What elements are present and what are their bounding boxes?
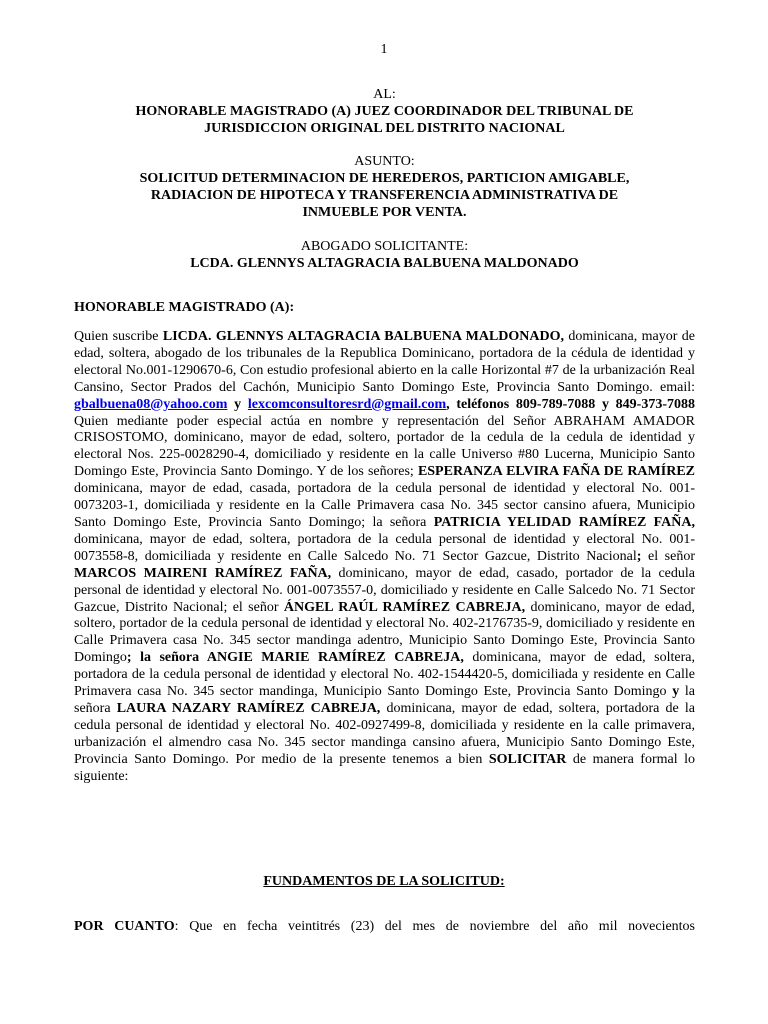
body-bold: y [672,684,680,700]
phone-numbers: , teléfonos 809-789-7088 y 849-373-7088 [446,396,695,412]
first-point-text: : Que en fecha veintitrés (23) del mes de noviembre del año mil novecientos [174,919,696,934]
body-text: dominicano, mayor de edad, soltero, portador de la cedula personal de identidad y electoral No. 402-2176735-9, domiciliado y residente en Calle Primavera casa No. 345 sector mandinga adentro, Municipio Santo Domingo Este, Provincia Santo Domingo [74,599,695,666]
subject-line-1: SOLICITUD DETERMINACION DE HEREDEROS, PARTICION AMIGABLE, [139,171,630,186]
body-text: dominicana, mayor de edad, casada, portadora de la cedula personal de identidad y electoral No. 001-0073203-1, domiciliada y residente en la Calle Primavera casa No. 345 sector cansino afuera, Municipio Santo Domingo Este, Provincia Santo Domingo; la señora [74,481,695,530]
body-paragraph [74,329,695,785]
lawyer-block [74,238,695,272]
body-text: la señora [74,684,696,716]
body-text: dominicana, mayor de edad, soltera, portadora de la cedula personal de identidad y electoral No. 402-0927499-8, domiciliada y residente en la calle primavera, urbanización el almendro casa No. 345 sector mandinga cansino afuera, Municipio Santo Domingo Este, Provincia Santo Domingo. Por medio de la presente tenemos a bien [74,700,695,767]
body-text: de manera formal lo siguiente: [74,751,695,784]
email-link-yahoo[interactable]: gbalbuena08@yahoo.com [74,396,228,412]
page-number: 1 [380,42,388,57]
party-name: ÁNGEL RAÚL RAMÍREZ CABREJA, [283,599,526,615]
section-title: FUNDAMENTOS DE LA SOLICITUD: [263,874,505,889]
subject-block [74,153,695,221]
subject-line-2: RADIACION DE HIPOTECA Y TRANSFERENCIA ADMINISTRATIVA DE [150,188,619,203]
lawyer-label: ABOGADO SOLICITANTE: [300,239,469,254]
addressee-line-1: HONORABLE MAGISTRADO (A) JUEZ COORDINADOR DEL TRIBUNAL DE [135,104,634,119]
salutation: HONORABLE MAGISTRADO (A): [74,300,295,315]
party-name: LAURA NAZARY RAMÍREZ CABREJA, [116,700,381,716]
party-name: ESPERANZA ELVIRA FAÑA DE RAMÍREZ [417,464,695,480]
addressee-line-2: JURISDICCION ORIGINAL DEL DISTRITO NACIONAL [204,121,565,136]
subject-line-3: INMUEBLE POR VENTA. [302,205,467,220]
request-keyword: SOLICITAR [488,751,567,767]
body-text: dominicana, mayor de edad, soltera, abogado de los tribunales de la Republica Dominicano, portadora de la cédula de identidad y electoral No.001-1290670-6, Con estudio profesional abierto en la calle Horizontal #7 de la urbanización Real Cansino, Sector Prados del Cachón, Municipio Santo Domingo Este, Provincia Santo Domingo. email: [74,329,695,395]
email-link-gmail[interactable]: lexcomconsultoresrd@gmail.com [247,396,447,412]
body-text: dominicana, mayor de edad, soltera, portadora de la cedula personal de identidad y electoral No. 402-1544420-5, domiciliada y residente en Calle Primavera casa No. 345 sector mandinga, Municipio Santo Domingo Este, Provincia Santo Domingo [74,650,695,700]
subject-label: ASUNTO: [354,154,415,169]
body-bold: y [227,396,248,412]
lawyer-name: LCDA. GLENNYS ALTAGRACIA BALBUENA MALDONADO [190,256,579,271]
party-name: ; la señora ANGIE MARIE RAMÍREZ CABREJA, [126,650,464,666]
body-text: Quien mediante poder especial actúa en nombre y representación del Señor ABRAHAM AMADOR CRISOSTOMO, dominicano, mayor de edad, soltero, portador de la cedula de la cedula de identidad y electoral Nos. 225-0028290-4, domiciliado y residente en la calle Universo #80 Lucerna, Municipio Santo Domingo Este, Provincia Santo Domingo. Y de los señores; [74,413,695,480]
lawyer-name-bold: LICDA. GLENNYS ALTAGRACIA BALBUENA MALDONADO, [162,329,564,344]
body-text: dominicana, mayor de edad, soltera, portadora de la cedula personal de identidad y electoral No. 001-0073558-8, domiciliada y residente en Calle Salcedo No. 71 Sector Gazcue, Distrito Nacional [74,531,695,564]
addressee-label: AL: [373,87,396,102]
first-point-label: POR CUANTO [74,919,175,934]
body-text: el señor [641,548,695,564]
body-bold: ; [636,548,642,564]
party-name: MARCOS MAIRENI RAMÍREZ FAÑA, [74,565,332,581]
body-text: Quien suscribe [74,329,163,344]
body-text: dominicano, mayor de edad, casado, portador de la cedula personal de identidad y electoral No. 001-0073557-0, domiciliado y residente en Calle Salcedo No. 71 Sector Gazcue, Distrito Nacional; el señor [74,565,695,615]
first-point-paragraph [74,918,695,935]
party-name: PATRICIA YELIDAD RAMÍREZ FAÑA, [433,514,695,530]
addressee-block [74,86,695,137]
